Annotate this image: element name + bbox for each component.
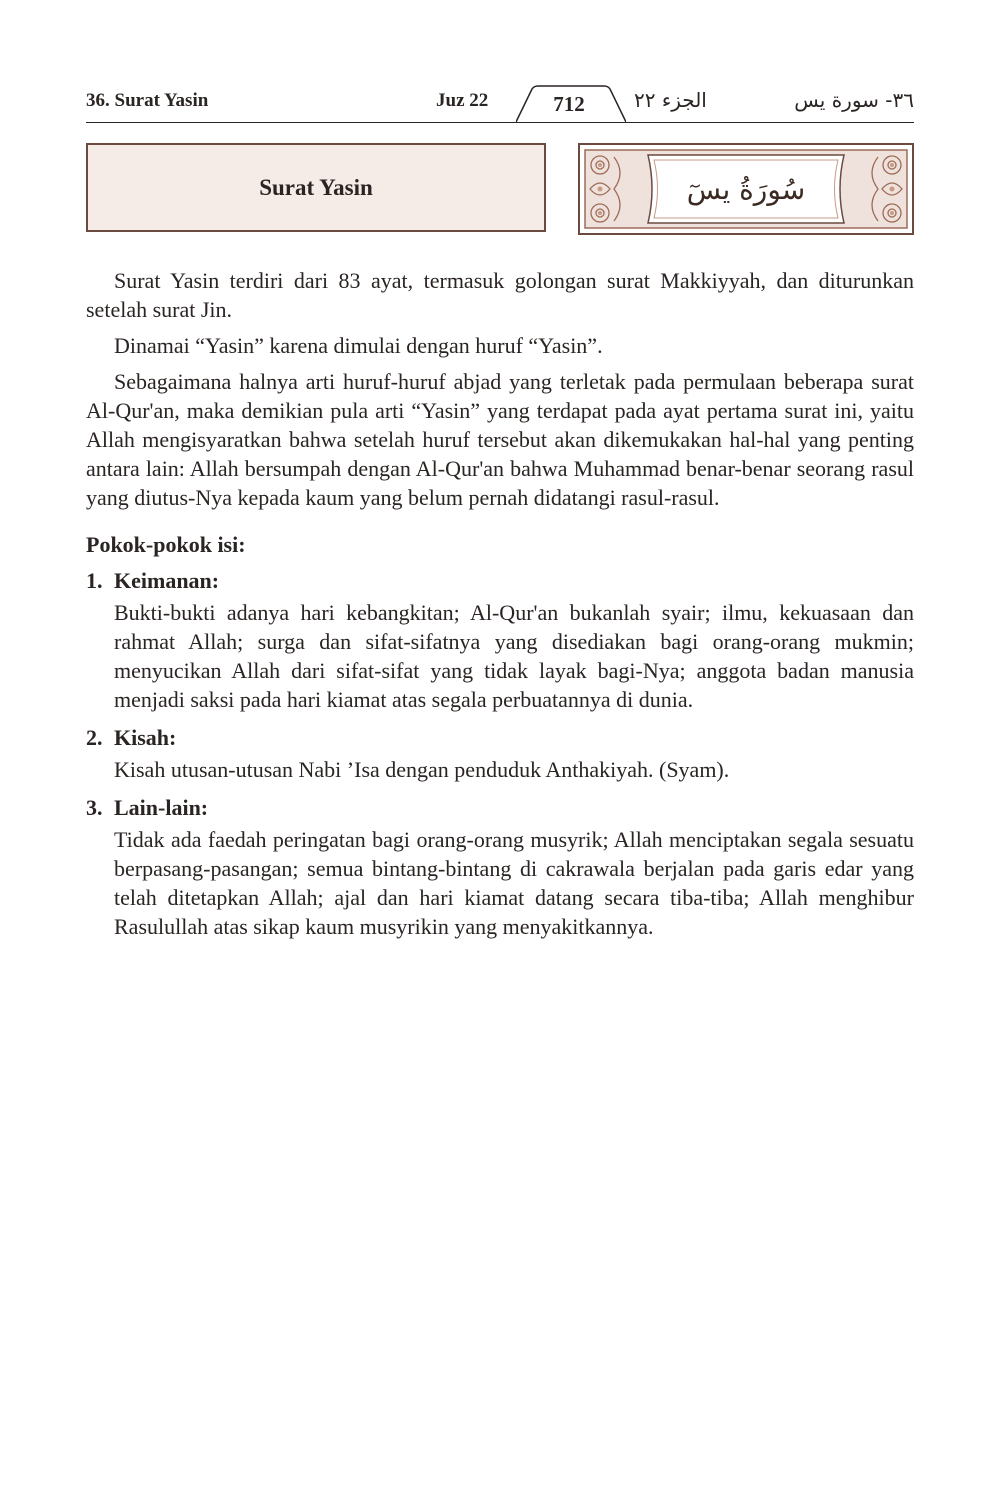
list-item [86,566,914,714]
ornamental-title-frame [578,143,914,235]
surah-title-arabic: سُورَةُ يسٓ [686,172,806,206]
list-item-text: Bukti-bukti adanya hari kebangkitan; Al-Qur'an bukanlah syair; ilmu, kekuasaan dan rahmat Allah; surga dan sifat-sifatnya yang disediakan bagi orang-orang mukmin; menyucikan Allah dari sifat-sifat yang tidak layak bagi-Nya; anggota badan manusia menjadi saksi pada hari kiamat atas segala perbuatannya di dunia. [114,600,914,712]
intro-paragraph: Surat Yasin terdiri dari 83 ayat, termasuk golongan surat Makkiyyah, dan diturunkan setelah surat Jin. [86,268,914,322]
list-item-title: Keimanan: [114,568,220,593]
list-item-text: Kisah utusan-utusan Nabi ’Isa dengan penduduk Anthakiyah. (Syam). [114,757,730,782]
list-item-text: Tidak ada faedah peringatan bagi orang-orang musyrik; Allah menciptakan segala sesuatu berpasang-pasangan; semua bintang-bintang di cakrawala berjalan pada garis edar yang telah ditetapkan Allah; ajal dan hari kiamat datang secara tiba-tiba; Allah menghibur Rasulullah atas sikap kaum musyrikin yang menyakitkannya. [114,827,914,939]
surah-title: Surat Yasin [259,174,373,200]
intro-paragraph: Dinamai “Yasin” karena dimulai dengan huruf “Yasin”. [114,333,603,358]
surah-title-box [86,143,546,232]
header-surah-arabic: ٣٦- سورة يس [794,88,914,112]
header-rule [86,122,914,123]
running-header [86,80,914,126]
header-juz-label: Juz 22 [436,90,489,111]
list-item [86,793,914,941]
list-item-number: 2. [86,725,103,750]
list-item-number: 3. [86,795,103,820]
list-item-title: Kisah: [114,725,177,750]
header-juz-arabic: الجزء ٢٢ [634,88,707,112]
list-item-title: Lain-lain: [114,795,209,820]
list-item-number: 1. [86,568,103,593]
document-body [86,266,914,950]
page-number: 712 [553,92,585,116]
header-surah-label: 36. Surat Yasin [86,90,209,111]
intro-paragraph: Sebagaimana halnya arti huruf-huruf abjad yang terletak pada permulaan beberapa surat Al-Qur'an, maka demikian pula arti “Yasin” yang terdapat pada ayat pertama surat ini, yaitu Allah mengisyaratkan bahwa setelah huruf tersebut akan dikemukakan hal-hal yang penting antara lain: Allah bersumpah dengan Al-Qur'an bahwa Muhammad benar-benar seorang rasul yang diutus-Nya kepada kaum yang belum pernah didatangi rasul-rasul. [86,369,914,510]
list-item [86,723,914,784]
section-heading: Pokok-pokok isi: [86,532,246,557]
